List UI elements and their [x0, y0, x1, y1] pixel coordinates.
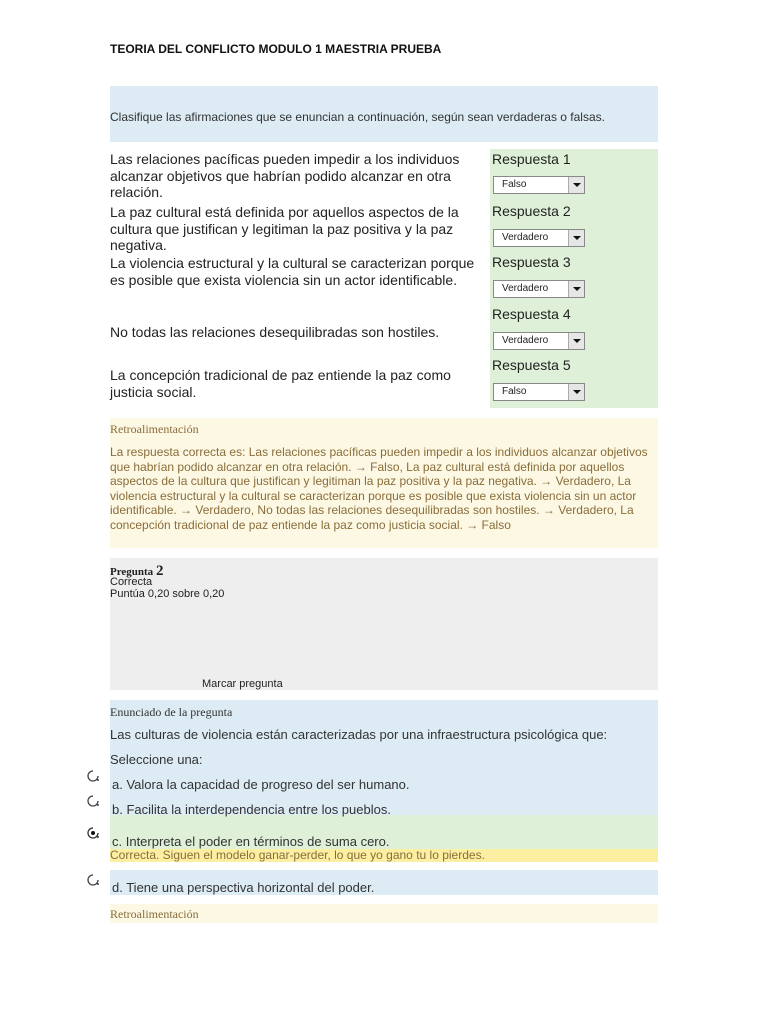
chevron-down-icon: [568, 333, 584, 349]
answer-select-value-2: Verdadero: [502, 232, 549, 243]
answer-label-2: Respuesta 2: [492, 203, 571, 219]
correct-answer-message: Correcta. Siguen el modelo ganar-perder, lo que yo gano tu lo pierdes.: [110, 849, 658, 862]
flag-question-link[interactable]: Marcar pregunta: [202, 678, 283, 690]
chevron-down-icon: [568, 281, 584, 297]
answer-select-2[interactable]: [493, 229, 585, 247]
radio-option-b[interactable]: [86, 794, 100, 808]
statement-1: Las relaciones pacíficas pueden impedir a los individuos alcanzar objetivos que habrían podido alcanzar en otra relación.: [110, 151, 460, 200]
question-info-panel: [110, 558, 658, 690]
statement-5: La concepción tradicional de paz entiende la paz como justicia social.: [110, 367, 451, 400]
answer-select-3[interactable]: [493, 280, 585, 298]
feedback-title-2: Retroalimentación: [110, 907, 199, 921]
answer-select-value-3: Verdadero: [502, 283, 549, 294]
statement-3: La violencia estructural y la cultural se caracterizan porque es posible que exista violencia sin un actor identificable.: [110, 255, 475, 288]
answer-label-5: Respuesta 5: [492, 357, 571, 373]
answers-column: [490, 149, 658, 408]
answer-select-value-1: Falso: [502, 179, 527, 190]
feedback-text: La respuesta correcta es: Las relaciones pacíficas pueden impedir a los individuos alcanzar objetivos que habrían podido alcanzar en otra relación. → Falso, La paz cultural está definida por aquellos aspectos de la cultura que justifican y legitiman la paz positiva y la paz negativa. → Verdadero, La violencia estructural y la cultural se caracterizan porque es posible que exista violencia sin un actor identificable. → Verdadero, No todas las relaciones desequilibradas son hostiles. → Verdadero, La concepción tradicional de paz entiende la paz como justicia social. → Falso: [110, 445, 648, 532]
instruction-box: [110, 86, 658, 142]
option-d-label[interactable]: d. Tiene una perspectiva horizontal del poder.: [112, 880, 375, 895]
question-number-value: 2: [155, 563, 164, 579]
statement-4: No todas las relaciones desequilibradas son hostiles.: [110, 324, 440, 340]
answer-select-value-5: Falso: [502, 386, 527, 397]
instruction-text: Clasifique las afirmaciones que se enuncian a continuación, según sean verdaderas o falsas.: [110, 110, 605, 124]
feedback-box: [110, 418, 658, 548]
question-label: Pregunta: [110, 566, 154, 578]
feedback-box-2: [110, 904, 658, 923]
feedback-title: Retroalimentación: [110, 422, 199, 436]
statement-2: La paz cultural está definida por aquellos aspectos de la cultura que justifican y legitiman la paz positiva y la paz negativa.: [110, 204, 459, 253]
answer-select-5[interactable]: [493, 383, 585, 401]
option-c-label[interactable]: c. Interpreta el poder en términos de suma cero.: [112, 834, 390, 849]
question-grade: Puntúa 0,20 sobre 0,20: [110, 588, 225, 600]
answer-label-1: Respuesta 1: [492, 151, 571, 167]
select-prompt: Seleccione una:: [110, 752, 203, 767]
answer-label-3: Respuesta 3: [492, 254, 571, 270]
chevron-down-icon: [568, 384, 584, 400]
option-a-label[interactable]: a. Valora la capacidad de progreso del ser humano.: [112, 777, 410, 792]
radio-option-a[interactable]: [86, 769, 100, 783]
document-title: TEORIA DEL CONFLICTO MODULO 1 MAESTRIA PRUEBA: [110, 42, 442, 56]
chevron-down-icon: [568, 177, 584, 193]
matching-question: [110, 149, 658, 408]
question-text: Las culturas de violencia están caracterizadas por una infraestructura psicológica que:: [110, 727, 608, 742]
question-status: Correcta: [110, 576, 153, 588]
answer-select-4[interactable]: [493, 332, 585, 350]
answer-select-1[interactable]: [493, 176, 585, 194]
option-b-label[interactable]: b. Facilita la interdependencia entre los pueblos.: [112, 802, 391, 817]
answer-label-4: Respuesta 4: [492, 306, 571, 322]
question-heading: Enunciado de la pregunta: [110, 705, 233, 719]
answer-select-value-4: Verdadero: [502, 335, 549, 346]
chevron-down-icon: [568, 230, 584, 246]
radio-option-c[interactable]: [86, 826, 100, 840]
radio-option-d[interactable]: [86, 873, 100, 887]
